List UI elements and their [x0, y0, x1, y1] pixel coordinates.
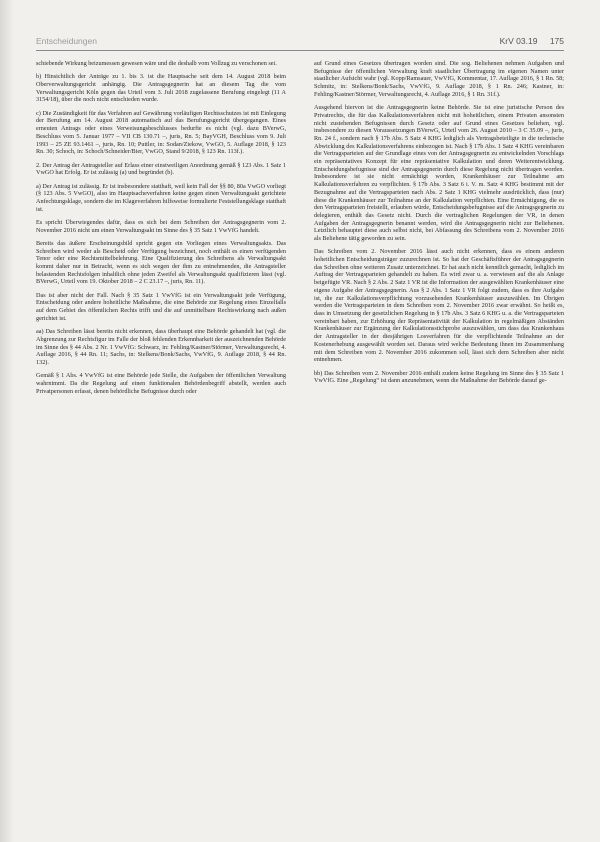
paragraph: Das ist aber nicht der Fall. Nach § 35 Satz 1 VwVfG ist ein Verwaltungsakt jede Verfügung, Entscheidung oder andere hoheitliche Maßnahme, die eine Behörde zur Regelung eines Einzelfalls auf dem Gebiet des öffentlichen Rechts trifft und die auf unmittelbare Rechtswirkung nach außen gerichtet ist.: [36, 291, 286, 322]
journal-issue: KrV 03.19: [499, 36, 538, 46]
paragraph: Bereits das äußere Erscheinungsbild spricht gegen ein Vorliegen eines Verwaltungsakts. Das Schreiben wird weder als Bescheid oder Verfügung bezeichnet, noch enthält es einen verfügenden Tenor oder eine Rechtsmittelbelehrung. Eine Qualifizierung des Schreibens als Verwaltungsakt kommt daher nur in Betracht, wenn es sich wegen der ihm zu entnehmenden, die Antragsteller belastenden Rechtsfolgen inhaltlich ohne jeden Zweifel als Verwaltungsakt qualifizieren lässt (vgl. BVerwG, Urteil vom 19. Oktober 2018 – 2 C 23.17 –, juris, Rn. 11).: [36, 239, 286, 286]
paragraph: 2. Der Antrag der Antragsteller auf Erlass einer einstweiligen Anordnung gemäß § 123 Abs. 1 Satz 1 VwGO hat Erfolg. Er ist zulässig (a) und begründet (b).: [36, 161, 286, 177]
paragraph: Ausgehend hiervon ist die Antragsgegnerin keine Behörde. Sie ist eine juristische Person des Privatrechts, die für das Kalkulationsverfahren nicht mit hoheitlichen, einem Privaten ansonsten nicht zustehenden Befugnissen durch Gesetz oder auf Grund eines Gesetzes beliehen, vgl. insbesondere zu diesen Voraussetzungen BVerwG, Urteil vom 26. August 2010 – 3 C 35.09 –, juris, Rn. 24 f., sondern nach § 17b Abs. 5 Satz 4 KHG lediglich als Vertragsbeteiligte in die technische Abwicklung des Kalkulationsverfahrens einbezogen ist. Nach § 17b Abs. 1 Satz 4 KHG vereinbaren die Vertragsparteien auf der Grundlage eines von der Antragsgegnerin zu entwickelnden Vorschlags ein repräsentatives Konzept für eine repräsentative Kalkulation und deren Weiterentwicklung. Entscheidungsbefugnisse sind der Antragsgegnerin durch diese Regelung nicht übertragen worden. Insbesondere ist sie nicht ermächtigt worden, Krankenhäuser zur Teilnahme am Kalkulationsverfahren zu verpflichten. § 17b Abs. 3 Satz 6 i. V. m. Satz 4 KHG bestimmt mit der Bezugnahme auf die Vertragsparteien nach Abs. 2 Satz 1 KHG vielmehr ausdrücklich, dass (nur) diese die Krankenhäuser zur Teilnahme an der Kalkulation verpflichten. Eine Ermächtigung, die es den Vertragsparteien freistellt, erlauben würde, Entscheidungsbefugnisse auf die Antragsgegnerin zu delegieren, enthält das Gesetz nicht. Durch die vertraglichen Regelungen der VR, in denen Aufgaben der Antragsgegnerin benannt werden, wird die Antragsgegnerin nicht zur Beliehenen. Letztlich behauptet diese auch selbst nicht, bei Abfassung des Schreibens vom 2. November 2016 als Beliehene tätig geworden zu sein.: [314, 104, 564, 243]
paragraph: schiebende Wirkung beizumessen gewesen wäre und die deshalb vom Vollzug zu verschonen sei.: [36, 60, 277, 67]
paragraph: auf Grund eines Gesetzes übertragen worden sind. Die sog. Beliehenen nehmen Aufgaben und Befugnisse der öffentlichen Verwaltung kraft staatlicher Übertragung im eigenen Namen unter staatlicher Aufsicht wahr (vgl. Kopp/Ramsauer, VwVfG, Kommentar, 17. Auflage 2016, § 1 Rn. 58; Schmitz, in: Stelkens/Bonk/Sachs, VwVfG, 9. Auflage 2018, § 1 Rn. 246; Kastner, in: Fehling/Kastner/Störmer, Verwaltungsrecht, 4. Auflage 2016, § 1 Rn. 31f.).: [314, 60, 564, 98]
paragraph: b) Hinsichtlich der Anträge zu 1. bis 3. ist die Hauptsache seit dem 14. August 2018 beim Oberverwaltungsgericht anhängig. Die Antragsgegnerin hat an diesem Tag die vom Verwaltungsgericht Köln gegen das Urteil vom 3. Juli 2018 zugelassene Berufung eingelegt (11 A 3154/18), über die noch nicht entschieden wurde.: [36, 73, 286, 104]
paragraph: Es spricht Überwiegendes dafür, dass es sich bei dem Schreiben der Antragsgegnerin vom 2. November 2016 nicht um einen Verwaltungsakt im Sinne des § 35 Satz 1 VwVfG handelt.: [36, 218, 286, 234]
page-edge-shadow: [0, 0, 14, 842]
running-header-right: [490, 36, 564, 46]
paragraph: Das Schreiben vom 2. November 2016 lässt auch nicht erkennen, dass es einem anderen hoheitlichen Entscheidungsträger zuzurechnen ist. So hat der Geschäftsführer der Antragsgegnerin das Schreiben ohne weiteren Zusatz unterzeichnet. Er hat auch nicht kenntlich gemacht, lediglich im Auftrag der Vertragsparteien gehandelt zu haben. Es wird zwar u. a. verwiesen auf die als Anlage beigefügte VR. Nach § 2 Abs. 2 Satz 1 VR ist die Information der ausgewählten Krankenhäuser eine eigene Aufgabe der Antragsgegnerin. Aus § 2 Abs. 1 Satz 1 VR folgt zudem, dass es ihre Aufgabe ist, die zur Kalkulationsverpflichtung vorzusehenden Krankenhäuser auszuwählen. Im Übrigen werden die Vertragsparteien in dem Schreiben vom 2. November 2016 zwar erwähnt. So heißt es, dass in Umsetzung der gesetzlichen Regelung in § 17b Abs. 3 Satz 6 KHG u. a. die Vertragsparteien vereinbart haben, zur Erhöhung der Repräsentativität der Kalkulation in regelmäßigen Abständen Krankenhäuser zur Ergänzung der Kalkulationsstichprobe auszuwählen, um dass das Krankenhaus der Antragsteller in der diesjährigen Losverfahren für die verpflichtende Teilnahme an der Kostenerhebung ausgewählt worden sei. Daraus wird welche Bedeutung ihnen im Zusammenhang mit dem Schreiben vom 2. November 2016 zukommen soll, lässt sich dem Schreiben aber nicht entnehmen.: [314, 248, 564, 364]
header-rule: [36, 50, 564, 51]
left-column: [36, 60, 286, 401]
paragraph: c) Die Zuständigkeit für das Verfahren auf Gewährung vorläufigen Rechtsschutzes ist mit Einlegung der Berufung am 14. August 2018 automatisch auf das Berufungsgericht übergegangen. Eines erneuten Antrags oder eines Verweisungsbeschlusses bedurfte es nicht (vgl. dazu BVerwG, Beschluss vom 5. Januar 1977 – VII CB 130.71 –, juris, Rn. 5; BayVGH, Beschluss vom 9. Juli 1993 – 25 ZE 93.1461 –, juris, Rn. 10; Puttler, in: Sodan/Ziekow, VwGO, 5. Auflage 2018, § 123 Rn. 30; Schoch, in: Schoch/Schneider/Bier, VwGO, Stand 9/2018, § 123 Rn. 113f.).: [36, 109, 286, 156]
running-header: [36, 36, 564, 48]
paragraph: Gemäß § 1 Abs. 4 VwVfG ist eine Behörde jede Stelle, die Aufgaben der öffentlichen Verwaltung wahrnimmt. Da die Regelung auf einen funktionalen Behördenbegriff abstellt, werden auch Privatpersonen erfasst, denen behördliche Befugnisse durch oder: [36, 372, 286, 395]
page-number: 175: [549, 36, 564, 46]
paragraph: a) Der Antrag ist zulässig. Er ist insbesondere statthaft, weil kein Fall der §§ 80, 80a VwGO vorliegt (§ 123 Abs. 5 VwGO), also im Hauptsacheverfahren keine gegen einen Verwaltungsakt gerichtete Anfechtungsklage, sondern die im Klageverfahren hilfsweise formulierte Feststellungsklage statthaft ist.: [36, 182, 286, 213]
right-column: [314, 60, 564, 391]
paragraph: aa) Das Schreiben lässt bereits nicht erkennen, dass überhaupt eine Behörde gehandelt hat (vgl. die Abgrenzung zur Rechtsfigur im Falle der bloß fehlenden Erkennbarkeit der auszeichnenden Behörde im Sinne des § 44 Abs. 2 Nr. 1 VwVfG: Schwarz, in: Fehling/Kastner/Störmer, Verwaltungsrecht, 4. Auflage 2016, § 44 Rn. 11; Sachs, in: Stelkens/Bonk/Sachs, VwVfG, 9. Auflage 2018, § 44 Rn. 132).: [36, 328, 286, 366]
paragraph: bb) Das Schreiben vom 2. November 2016 enthält zudem keine Regelung im Sinne des § 35 Satz 1 VwVfG. Eine „Regelung“ ist dann anzunehmen, wenn die Maßnahme der Behörde darauf ge-: [314, 369, 564, 385]
running-header-left: Entscheidungen: [36, 36, 97, 46]
